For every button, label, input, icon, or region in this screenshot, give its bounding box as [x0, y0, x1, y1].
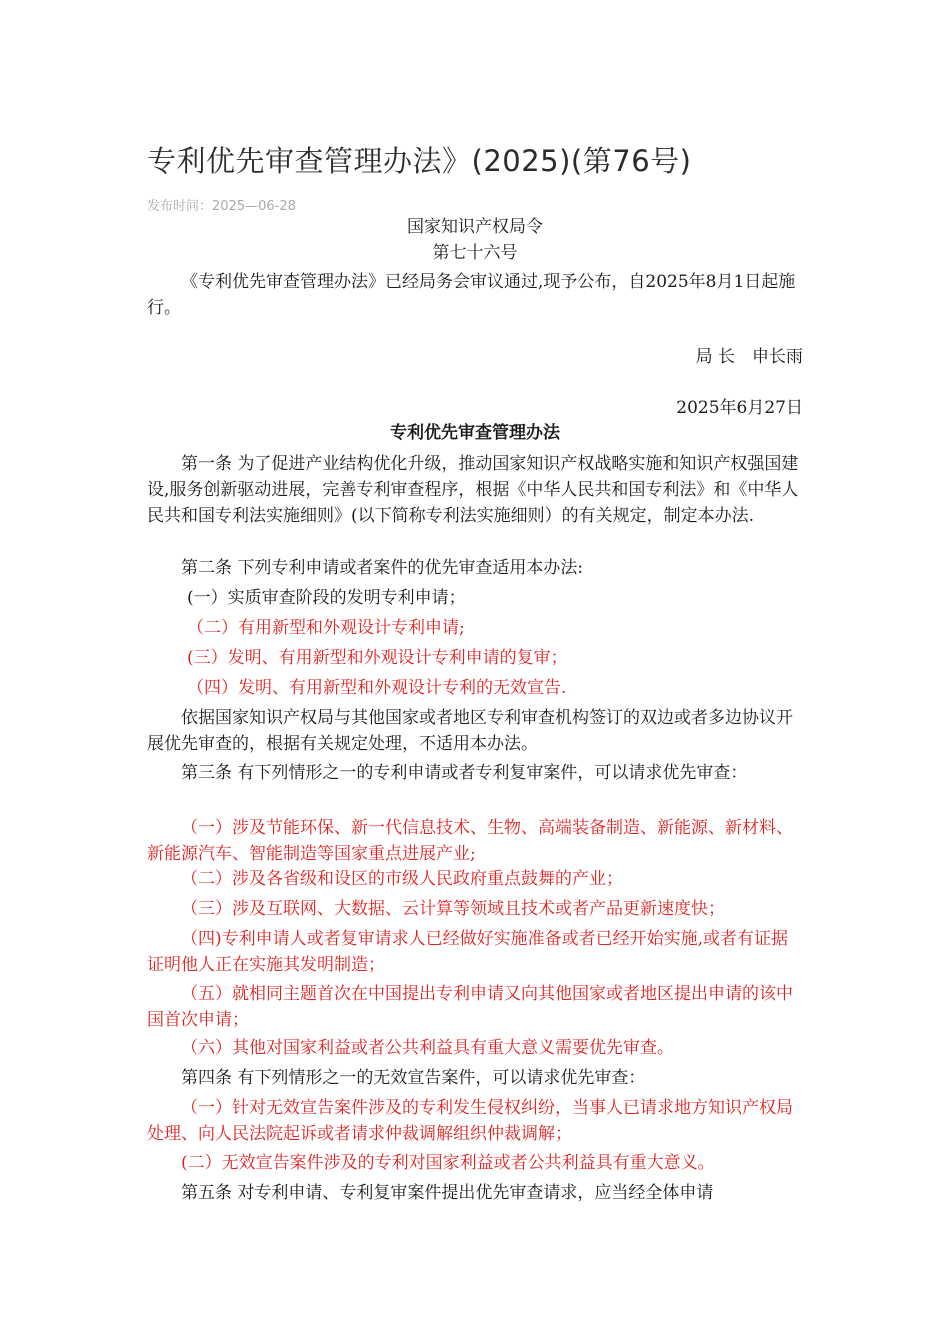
order-issuer: 国家知识产权局令	[407, 217, 543, 237]
article-2-item-2: （二）有用新型和外观设计专利申请;	[187, 618, 465, 638]
article-2-item-4: （四）发明、有用新型和外观设计专利的无效宣告.	[187, 678, 567, 698]
article-2-item-1: (一）实质审查阶段的发明专利申请；	[187, 588, 466, 608]
article-3: 第三条 有下列情形之一的专利申请或者专利复审案件，可以请求优先审查：	[181, 763, 748, 783]
article-2-note: 依据国家知识产权局与其他国家或者地区专利审查机构签订的双边或者多边协议开展优先审查的，根据有关规定处理，不适用本办法。	[147, 708, 793, 754]
document-heading: 专利优先审查管理办法	[390, 423, 560, 443]
article-2-item-3: (三）发明、有用新型和外观设计专利申请的复审；	[187, 648, 568, 668]
article-5: 第五条 对专利申请、专利复审案件提出优先审查请求，应当经全体申请	[181, 1183, 714, 1203]
article-3-item-1: （一）涉及节能环保、新一代信息技术、生物、高端装备制造、新能源、新材料、新能源汽车、智能制造等国家重点进展产业;	[147, 818, 793, 864]
publish-date: 发布时间：2025—06-28	[147, 199, 296, 214]
article-4-item-2: (二）无效宣告案件涉及的专利对国家利益或者公共利益具有重大意义。	[181, 1153, 715, 1173]
order-signature: 局 长 申长雨	[695, 347, 803, 367]
order-number: 第七十六号	[432, 243, 518, 263]
page-title: 专利优先审查管理办法》(2025)(第76号)	[147, 144, 692, 178]
article-4-item-1: （一）针对无效宣告案件涉及的专利发生侵权纠纷，当事人已请求地方知识产权局处理、向人民法院起诉或者请求仲裁调解组织仲裁调解；	[147, 1098, 793, 1144]
article-4: 第四条 有下列情形之一的无效宣告案件，可以请求优先审查：	[181, 1068, 646, 1088]
order-announcement: 《专利优先审查管理办法》已经局务会审议通过,现予公布，自2025年8月1日起施行。	[147, 272, 796, 318]
article-3-item-5: （五）就相同主题首次在中国提出专利申请又向其他国家或者地区提出申请的该中国首次申请；	[147, 984, 793, 1030]
order-date: 2025年6月27日	[676, 398, 803, 418]
article-3-item-4: （四)专利申请人或者复审请求人已经做好实施准备或者已经开始实施,或者有证据证明他人正在实施其发明制造；	[147, 929, 789, 975]
article-1: 第一条 为了促进产业结构优化升级，推动国家知识产权战略实施和知识产权强国建设,服务创新驱动进展，完善专利审查程序，根据《中华人民共和国专利法》和《中华人民共和国专利法实施细则》(以下简称专利法实施细则）的有关规定，制定本办法.	[147, 454, 799, 526]
article-3-item-2: （二）涉及各省级和设区的市级人民政府重点鼓舞的产业；	[181, 869, 623, 889]
article-2: 第二条 下列专利申请或者案件的优先审查适用本办法:	[181, 558, 584, 578]
article-3-item-3: （三）涉及互联网、大数据、云计算等领域且技术或者产品更新速度快；	[181, 899, 725, 919]
article-3-item-6: （六）其他对国家利益或者公共利益具有重大意义需要优先审查。	[181, 1038, 674, 1058]
